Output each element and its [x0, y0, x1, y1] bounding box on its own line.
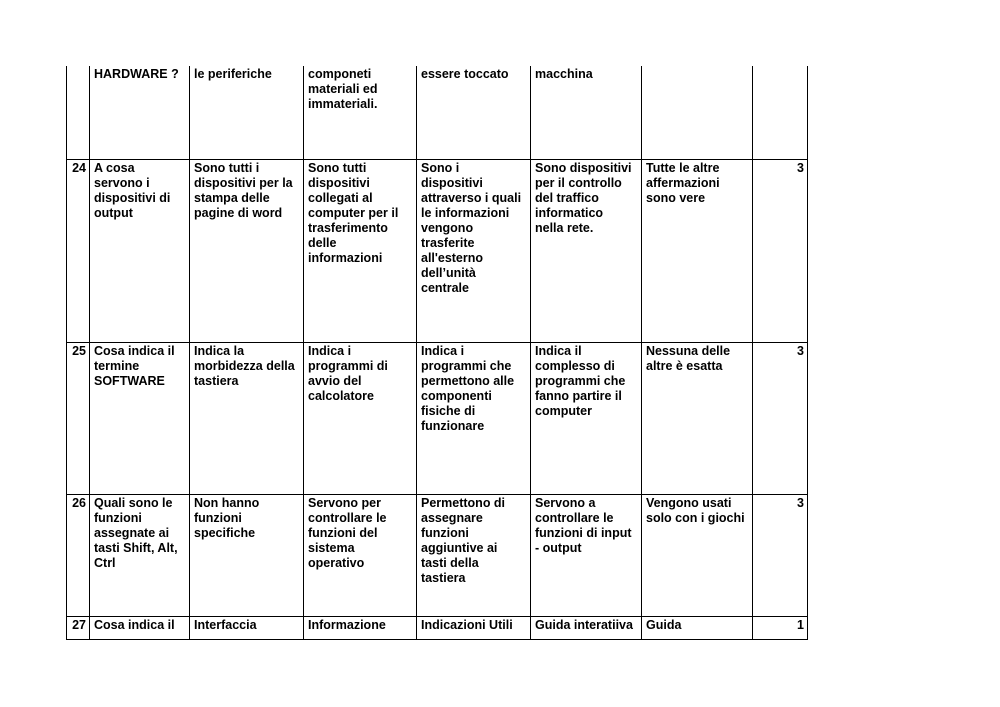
question-number: 25: [67, 342, 90, 494]
option-d: macchina: [531, 66, 642, 159]
question-text: Cosa indica il: [90, 616, 190, 639]
option-b: Informazione: [304, 616, 417, 639]
option-b: Sono tutti dispositivi collegati al computer per il trasferimento delle informazioni: [304, 159, 417, 342]
correct-answer: [753, 66, 808, 159]
option-e: Guida: [642, 616, 753, 639]
correct-answer: 3: [753, 342, 808, 494]
option-c: Sono i dispositivi attraverso i quali le informazioni vengono trasferite all'esterno dell’unità centrale: [417, 159, 531, 342]
table-row: [67, 494, 808, 616]
correct-answer: 3: [753, 159, 808, 342]
option-e: Tutte le altre affermazioni sono vere: [642, 159, 753, 342]
option-d: Guida interatiiva: [531, 616, 642, 639]
correct-answer: 1: [753, 616, 808, 639]
option-b: Indica i programmi di avvio del calcolatore: [304, 342, 417, 494]
option-d: Indica il complesso di programmi che fanno partire il computer: [531, 342, 642, 494]
option-d: Servono a controllare le funzioni di input - output: [531, 494, 642, 616]
option-e: Nessuna delle altre è esatta: [642, 342, 753, 494]
option-c: essere toccato: [417, 66, 531, 159]
option-e: Vengono usati solo con i giochi: [642, 494, 753, 616]
question-number: [67, 66, 90, 159]
option-a: le periferiche: [190, 66, 304, 159]
option-a: Interfaccia: [190, 616, 304, 639]
question-text: HARDWARE ?: [90, 66, 190, 159]
option-c: Permettono di assegnare funzioni aggiuntive ai tasti della tastiera: [417, 494, 531, 616]
option-a: Sono tutti i dispositivi per la stampa delle pagine di word: [190, 159, 304, 342]
table-row: [67, 616, 808, 639]
option-c: Indica i programmi che permettono alle componenti fisiche di funzionare: [417, 342, 531, 494]
option-a: Non hanno funzioni specifiche: [190, 494, 304, 616]
quiz-table: [66, 66, 808, 640]
table-row: [67, 159, 808, 342]
question-number: 26: [67, 494, 90, 616]
option-b: componeti materiali ed immateriali.: [304, 66, 417, 159]
question-text: A cosa servono i dispositivi di output: [90, 159, 190, 342]
table-row: [67, 342, 808, 494]
question-text: Quali sono le funzioni assegnate ai tasti Shift, Alt, Ctrl: [90, 494, 190, 616]
question-number: 27: [67, 616, 90, 639]
correct-answer: 3: [753, 494, 808, 616]
option-a: Indica la morbidezza della tastiera: [190, 342, 304, 494]
question-number: 24: [67, 159, 90, 342]
option-e: [642, 66, 753, 159]
table-row: [67, 66, 808, 159]
option-b: Servono per controllare le funzioni del sistema operativo: [304, 494, 417, 616]
option-d: Sono dispositivi per il controllo del traffico informatico nella rete.: [531, 159, 642, 342]
option-c: Indicazioni Utili: [417, 616, 531, 639]
question-text: Cosa indica il termine SOFTWARE: [90, 342, 190, 494]
